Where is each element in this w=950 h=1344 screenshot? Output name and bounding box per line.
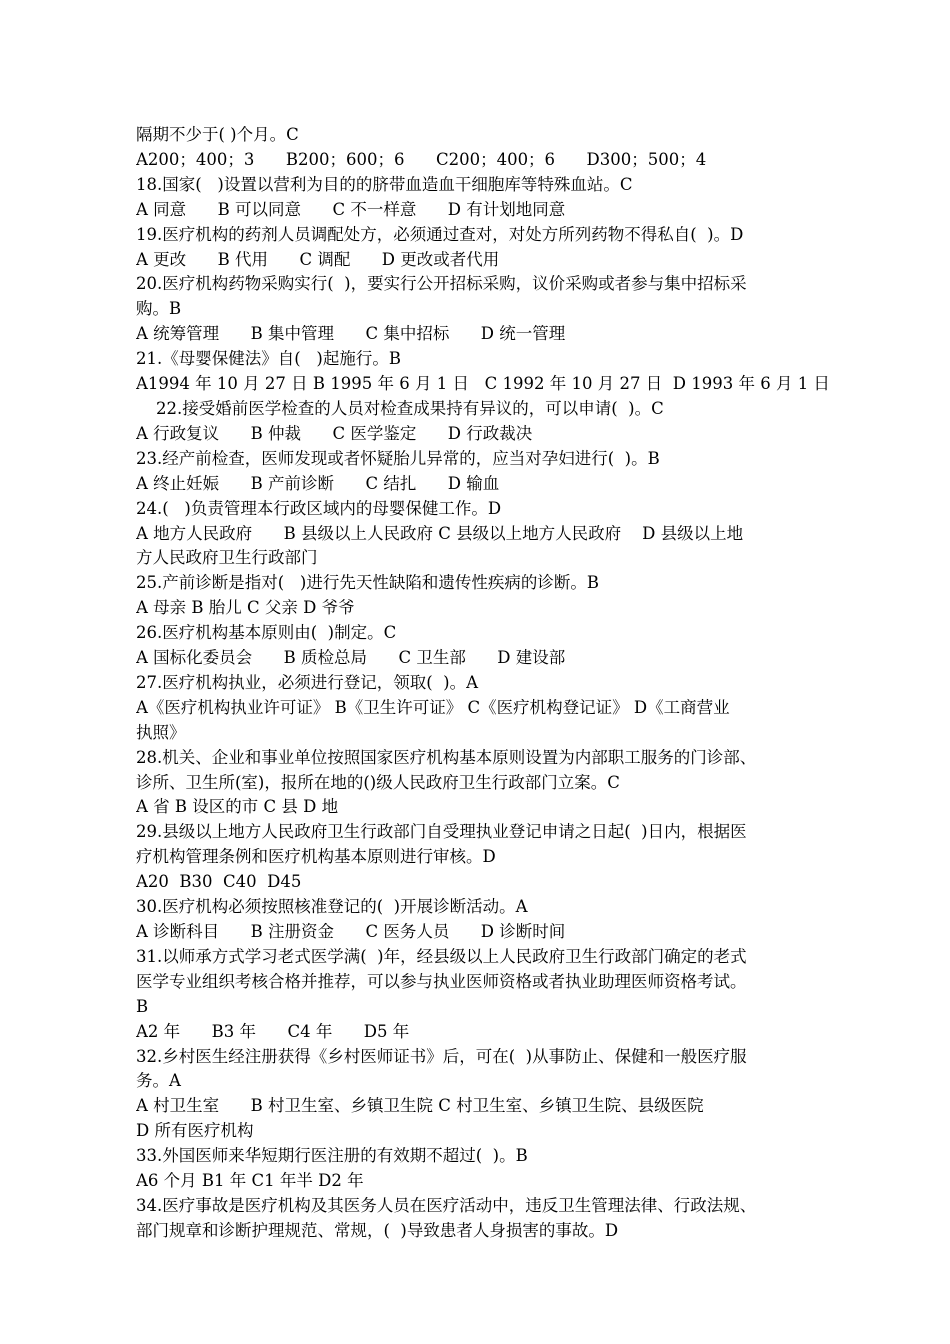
text-line-12: 22.接受婚前医学检查的人员对检查成果持有异议的，可以申请( )。C — [156, 398, 664, 418]
text-line-35: 医学专业组织考核合格并推荐，可以参与执业医师资格或者执业助理医师资格考试。 — [136, 971, 747, 991]
text-line-39: 务。A — [136, 1071, 181, 1091]
text-line-23: 27.医疗机构执业，必须进行登记，领取( )。A — [136, 672, 479, 692]
text-line-15: A 终止妊娠 B 产前诊断 C 结扎 D 输血 — [136, 473, 500, 493]
text-line-26: 28.机关、企业和事业单位按照国家医疗机构基本原则设置为内部职工服务的门诊部、 — [136, 747, 757, 767]
text-line-41: D 所有医疗机构 — [136, 1121, 254, 1141]
text-line-10: 21.《母婴保健法》自( )起施行。B — [136, 349, 401, 369]
text-line-42: 33.外国医师来华短期行医注册的有效期不超过( )。B — [136, 1146, 528, 1166]
text-line-45: 部门规章和诊断护理规范、常规，( )导致患者人身损害的事故。D — [136, 1220, 619, 1240]
text-line-17: A 地方人民政府 B 县级以上人民政府 C 县级以上地方人民政府 D 县级以上地 — [136, 523, 744, 543]
document-page — [136, 123, 852, 1244]
text-line-4: A 同意 B 可以同意 C 不一样意 D 有计划地同意 — [136, 199, 566, 219]
text-line-37: A2 年 B3 年 C4 年 D5 年 — [136, 1021, 410, 1041]
text-line-11: A1994 年 10 月 27 日 B 1995 年 6 月 1 日 C 1992 年 10 月 27 日 D 1993 年 6 月 1 日 — [136, 374, 830, 394]
text-line-27: 诊所、卫生所(室)，报所在地的()级人民政府卫生行政部门立案。C — [136, 772, 620, 792]
text-line-1: 隔期不少于( )个月。C — [136, 125, 299, 144]
text-line-6: A 更改 B 代用 C 调配 D 更改或者代用 — [136, 249, 500, 269]
text-line-34: 31.以师承方式学习老式医学满( )年，经县级以上人民政府卫生行政部门确定的老式 — [136, 946, 747, 966]
text-line-32: 30.医疗机构必须按照核准登记的( )开展诊断活动。A — [136, 897, 528, 917]
text-line-8: 购。B — [136, 299, 182, 319]
text-line-30: 疗机构管理条例和医疗机构基本原则进行审核。D — [136, 847, 496, 867]
text-line-20: A 母亲 B 胎儿 C 父亲 D 爷爷 — [136, 598, 355, 618]
text-line-22: A 国标化委员会 B 质检总局 C 卫生部 D 建设部 — [136, 648, 566, 668]
text-line-2: A200；400；3 B200；600；6 C200；400；6 D300；500；4 — [136, 149, 707, 169]
text-line-21: 26.医疗机构基本原则由( )制定。C — [136, 623, 397, 643]
text-line-14: 23.经产前检查，医师发现或者怀疑胎儿异常的，应当对孕妇进行( )。B — [136, 448, 660, 468]
text-line-16: 24.( )负责管理本行政区域内的母婴保健工作。D — [136, 498, 502, 518]
text-line-43: A6 个月 B1 年 C1 年半 D2 年 — [136, 1171, 364, 1191]
text-line-33: A 诊断科目 B 注册资金 C 医务人员 D 诊断时间 — [136, 922, 566, 941]
text-line-40: A 村卫生室 B 村卫生室、乡镇卫生院 C 村卫生室、乡镇卫生院、县级医院 — [136, 1096, 704, 1116]
text-line-29: 29.县级以上地方人民政府卫生行政部门自受理执业登记申请之日起( )日内，根据医 — [136, 822, 747, 842]
text-line-5: 19.医疗机构的药剂人员调配处方，必须通过查对，对处方所列药物不得私自( )。D — [136, 224, 744, 244]
text-line-24: A《医疗机构执业许可证》 B《卫生许可证》 C《医疗机构登记证》 D《工商营业 — [136, 697, 730, 717]
text-line-3: 18.国家( )设置以营利为目的的脐带血造血干细胞库等特殊血站。C — [136, 174, 633, 194]
text-line-28: A 省 B 设区的市 C 县 D 地 — [136, 797, 339, 817]
text-line-19: 25.产前诊断是指对( )进行先天性缺陷和遗传性疾病的诊断。B — [136, 573, 599, 593]
text-line-44: 34.医疗事故是医疗机构及其医务人员在医疗活动中，违反卫生管理法律、行政法规、 — [136, 1195, 757, 1215]
text-line-13: A 行政复议 B 仲裁 C 医学鉴定 D 行政裁决 — [136, 423, 533, 443]
text-line-31: A20 B30 C40 D45 — [136, 872, 302, 892]
text-line-18: 方人民政府卫生行政部门 — [136, 548, 318, 568]
text-line-36: B — [136, 996, 149, 1016]
text-line-9: A 统筹管理 B 集中管理 C 集中招标 D 统一管理 — [136, 324, 566, 344]
text-line-7: 20.医疗机构药物采购实行( )，要实行公开招标采购，议价采购或者参与集中招标采 — [136, 274, 747, 294]
text-line-38: 32.乡村医生经注册获得《乡村医师证书》后，可在( )从事防止、保健和一般医疗服 — [136, 1046, 747, 1066]
text-line-25: 执照》 — [136, 722, 186, 742]
